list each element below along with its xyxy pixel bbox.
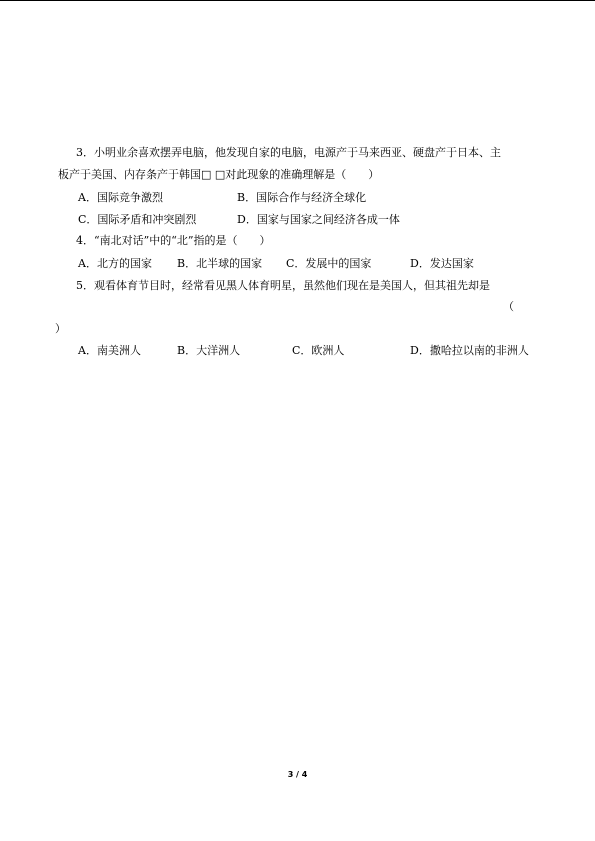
q3-option-a: A．国际竞争激烈 <box>78 191 163 204</box>
q5-line-1: 5．观看体育节目时，经常看见黑人体育明星，虽然他们现在是美国人，但其祖先却是 <box>76 279 490 292</box>
q3-option-b: B．国际合作与经济全球化 <box>237 191 367 204</box>
q4-option-a: A．北方的国家 <box>78 257 152 270</box>
top-rule <box>0 0 595 1</box>
q5-option-d: D．撒哈拉以南的非洲人 <box>410 344 529 357</box>
q4-line-1: 4．“南北对话”中的“北”指的是（ ） <box>76 234 271 247</box>
q5-option-a: A．南美洲人 <box>78 344 141 357</box>
q4-option-d: D．发达国家 <box>410 257 474 270</box>
q5-option-b: B．大洋洲人 <box>177 344 241 357</box>
q5-paren-open: （ <box>503 300 514 313</box>
q3-line-1: 3．小明业余喜欢摆弄电脑，他发现自家的电脑，电源产于马来西亚、硬盘产于日本、主 <box>76 146 501 159</box>
q5-option-c: C．欧洲人 <box>292 344 345 357</box>
q5-paren-close: ） <box>55 322 66 335</box>
q3-option-c: C．国际矛盾和冲突剧烈 <box>78 213 197 226</box>
q4-option-b: B．北半球的国家 <box>177 257 263 270</box>
page-number: 3 / 4 <box>287 770 308 779</box>
q3-option-d: D．国家与国家之间经济各成一体 <box>237 213 400 226</box>
q3-line-2: 板产于美国、内存条产于韩国□ □对此现象的准确理解是（ ） <box>58 168 380 181</box>
q4-option-c: C．发展中的国家 <box>286 257 372 270</box>
